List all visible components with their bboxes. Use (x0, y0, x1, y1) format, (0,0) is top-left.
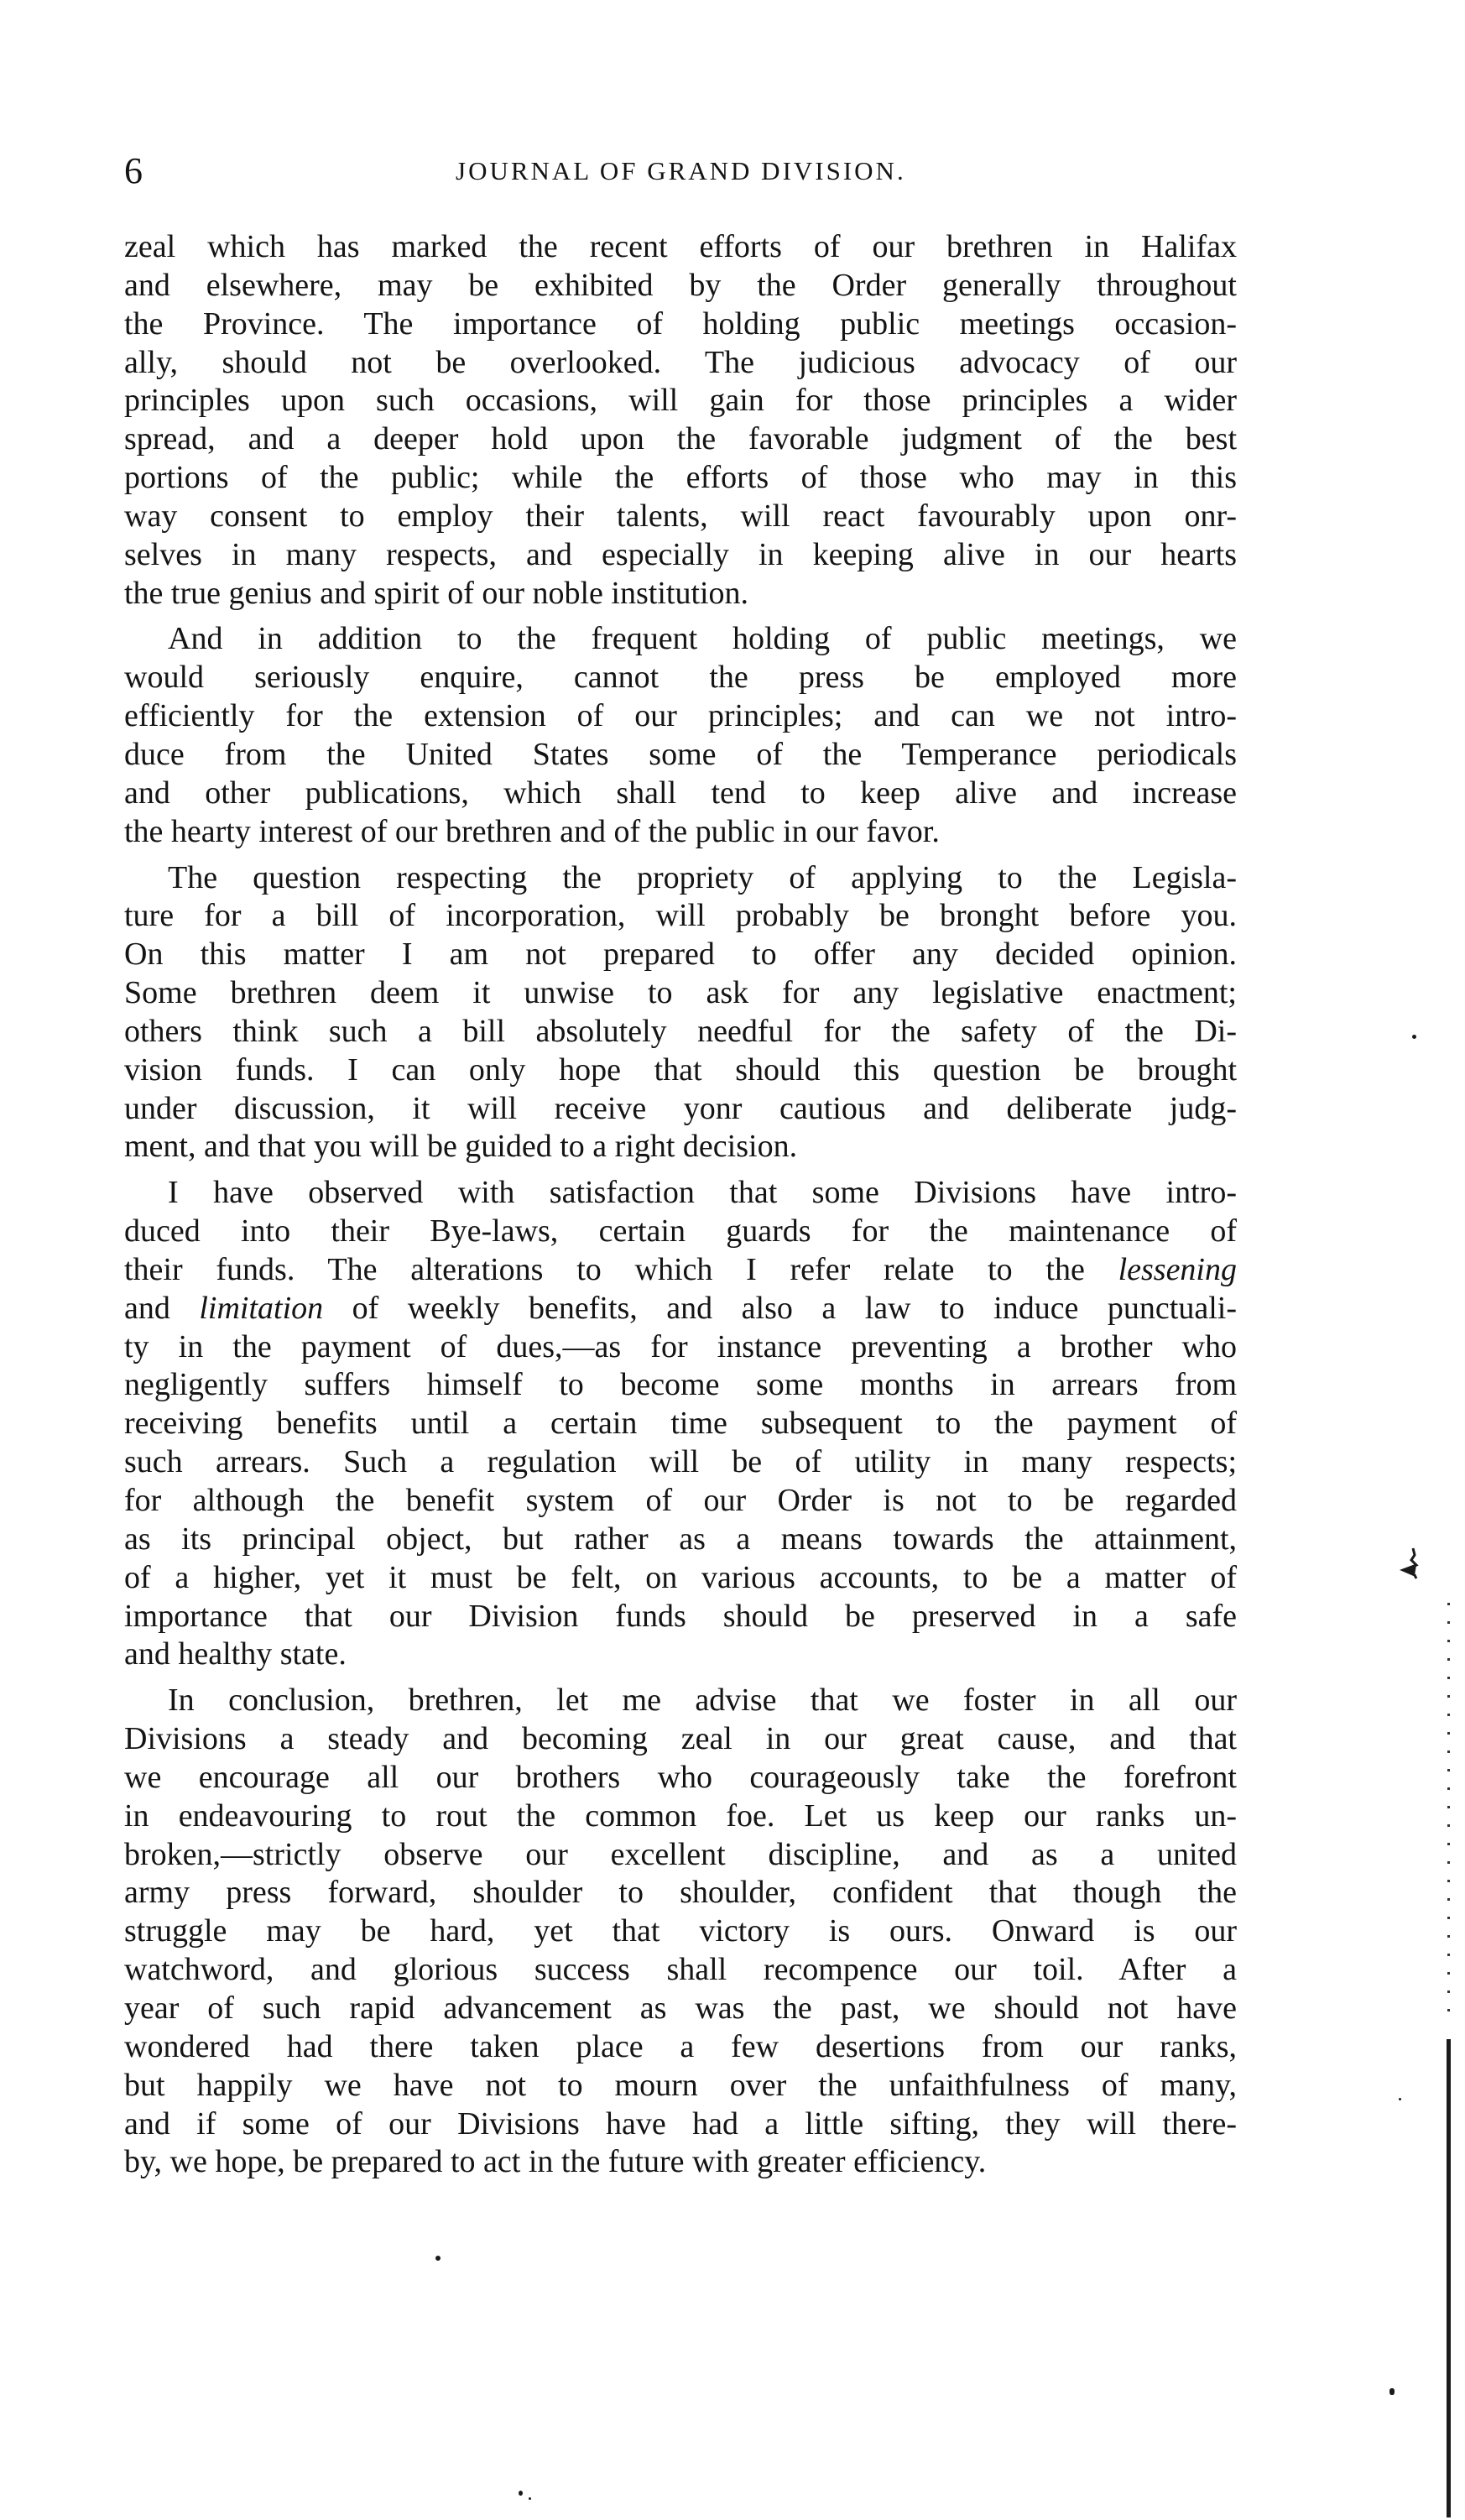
scan-speck (519, 2491, 523, 2496)
scan-speck (529, 2497, 531, 2500)
text-line: and if some of our Divisions have had a little sifting, they will there- (124, 2105, 1237, 2142)
text-line (124, 620, 1237, 659)
text-line: we encourage all our brothers who courageously take the forefront (124, 1759, 1237, 1795)
text-line: Divisions a steady and becoming zeal in our great cause, and that (124, 1721, 1237, 1757)
emphasis: lessening (1118, 1251, 1237, 1287)
margin-arrow-mark (1400, 1547, 1420, 1580)
text-line: and other publications, which shall tend to keep alive and increase (124, 775, 1237, 811)
text-line: as its principal object, but rather as a means towards the attainment, (124, 1521, 1237, 1557)
text-line: broken,—strictly observe our excellent discipline, and as a united (124, 1836, 1237, 1872)
text-line: way consent to employ their talents, will react favourably upon onr- (124, 498, 1237, 534)
text-line: zeal which has marked the recent efforts of our brethren in Halifax (124, 229, 1237, 264)
text-line: such arrears. Such a regulation will be of utility in many respects; (124, 1444, 1237, 1480)
scan-speck (1399, 2098, 1401, 2100)
text-line: efficiently for the extension of our principles; and can we not intro- (124, 698, 1237, 734)
text-line: spread, and a deeper hold upon the favorable judgment of the best (124, 421, 1237, 457)
text-line: ment, and that you will be guided to a right decision. (124, 1129, 798, 1165)
scan-speck (1389, 2388, 1395, 2395)
text-line: Some brethren deem it unwise to ask for any legislative enactment; (124, 975, 1237, 1011)
text-line: portions of the public; while the efforts of those who may in this (124, 460, 1237, 496)
text-line (124, 859, 1237, 898)
text-line: but happily we have not to mourn over the unfaithfulness of many, (124, 2067, 1237, 2103)
text-line: the true genius and spirit of our noble institution. (124, 575, 749, 611)
text-line: by, we hope, be prepared to act in the future with greater efficiency. (124, 2144, 987, 2180)
text-line: ally, should not be overlooked. The judicious advocacy of our (124, 344, 1237, 380)
page-header (124, 149, 1223, 193)
text-line: selves in many respects, and especially in keeping alive in our hearts (124, 536, 1237, 572)
text-line-content: I have observed with satisfaction that some Divisions have intro- (168, 1175, 1237, 1211)
text-line-content: In conclusion, brethren, let me advise that we foster in all our (168, 1683, 1237, 1719)
text-line: and healthy state. (124, 1636, 347, 1672)
text-line (124, 1682, 1237, 1720)
text-line: the hearty interest of our brethren and of the public in our favor. (124, 813, 940, 849)
paragraph (124, 620, 1237, 851)
text-line: under discussion, it will receive yonr cautious and deliberate judg- (124, 1090, 1237, 1126)
text-line: principles upon such occasions, will gain for those principles a wider (124, 383, 1237, 419)
text-line: army press forward, shoulder to shoulder, confident that though the (124, 1875, 1237, 1911)
text-line: On this matter I am not prepared to offer any decided opinion. (124, 937, 1237, 973)
paragraph (124, 228, 1237, 613)
emphasis: limitation (199, 1290, 324, 1326)
body-text (124, 228, 1237, 2189)
scan-speck (435, 2256, 441, 2261)
text-line: others think such a bill absolutely needful for the safety of the Di- (124, 1013, 1237, 1049)
text-line: importance that our Division funds should be preserved in a safe (124, 1598, 1237, 1634)
text-line: would seriously enquire, cannot the press be employed more (124, 660, 1237, 696)
paragraph (124, 859, 1237, 1167)
text-line (124, 1174, 1237, 1213)
paragraph (124, 1174, 1237, 1674)
text-line-content: The question respecting the propriety of applying to the Legisla- (168, 859, 1237, 895)
text-line: vision funds. I can only hope that should this question be brought (124, 1051, 1237, 1088)
text-line: in endeavouring to rout the common foe. Let us keep our ranks un- (124, 1797, 1237, 1834)
text-line-content: And in addition to the frequent holding of public meetings, we (168, 621, 1237, 657)
text-line: receiving benefits until a certain time subsequent to the payment of (124, 1406, 1237, 1442)
running-head: JOURNAL OF GRAND DIVISION. (456, 156, 906, 185)
text-line: year of such rapid advancement as was the past, we should not have (124, 1990, 1237, 2026)
scan-edge-dots (1447, 1603, 1450, 2022)
text-line: ture for a bill of incorporation, will probably be bronght before you. (124, 898, 1237, 934)
text-line: the Province. The importance of holding public meetings occasion- (124, 305, 1237, 342)
text-line: duce from the United States some of the Temperance periodicals (124, 736, 1237, 772)
text-line: and elsewhere, may be exhibited by the Order generally throughout (124, 267, 1237, 303)
page-number: 6 (124, 150, 143, 191)
scan-edge-bar (1447, 2039, 1451, 2517)
text-line: duced into their Bye-laws, certain guards for the maintenance of (124, 1213, 1237, 1250)
paragraph (124, 1682, 1237, 2182)
text-line: and limitation of weekly benefits, and also a law to induce punctuali- (124, 1290, 1237, 1326)
text-line: of a higher, yet it must be felt, on various accounts, to be a matter of (124, 1559, 1237, 1595)
text-line: struggle may be hard, yet that victory is ours. Onward is our (124, 1913, 1237, 1949)
text-line: ty in the payment of dues,—as for instance preventing a brother who (124, 1328, 1237, 1364)
text-line: negligently suffers himself to become some months in arrears from (124, 1367, 1237, 1403)
text-line: watchword, and glorious success shall recompence our toil. After a (124, 1952, 1237, 1988)
margin-speck (1412, 1035, 1416, 1039)
text-line: for although the benefit system of our Order is not to be regarded (124, 1483, 1237, 1518)
text-line: wondered had there taken place a few desertions from our ranks, (124, 2028, 1237, 2064)
text-line: their funds. The alterations to which I refer relate to the lessening (124, 1251, 1237, 1287)
